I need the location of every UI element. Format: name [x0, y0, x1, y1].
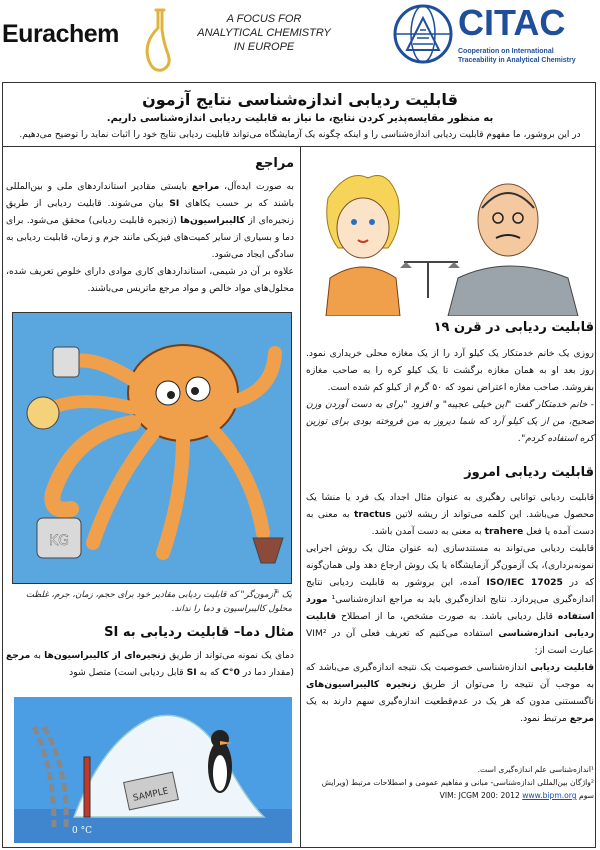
penguin-illustration — [14, 697, 292, 843]
citac-subtitle-line-2: Traceability in Analytical Chemistry — [458, 57, 576, 64]
ref-paragraph-2: علاوه بر آن در شیمی، استانداردهای کاری موادی دارای خلوص تعریف شده، محلول‌های مواد خالص و مواد مرجع ماتریس می‌باشند. — [6, 266, 294, 294]
today-text: قابلیت ردیابی می‌تواند به مستندسازی (به عنوان مثال یک روش اجرایی نمونه‌برداری)، یک آزمون‌گر آزمایشگاه یا یک روش ارجاع دهد ولی همان‌گونه که در — [306, 543, 594, 588]
today-bold-traceability: قابلیت ردیابی — [530, 662, 594, 673]
today-paragraph-3 — [306, 659, 594, 727]
ex-bold-reference: مرجع — [6, 650, 31, 661]
today-bold-chain: زنجیره کالیبراسیون‌های — [306, 679, 417, 690]
ex-bold-chain: زنجیره‌ای از کالیبراسیون‌ها — [44, 650, 166, 661]
c19-text — [306, 345, 594, 447]
example-text — [6, 647, 294, 681]
today-text: به معنی به دست آمده یا فعل — [306, 509, 594, 537]
tagline-line-3: IN EUROPE — [233, 41, 295, 53]
octopus-icon — [13, 313, 292, 584]
today-text: آمده، این بروشور به قابلیت ردیابی نتایج اندازه‌گیری می‌پردازد. نتایج اندازه‌گیری باید به مراجع اندازه‌شناسی¹ — [306, 577, 594, 605]
divider-horizontal — [2, 146, 596, 147]
today-paragraph-2 — [306, 540, 594, 659]
today-text: قابلیت ردیابی توانایی رهگیری به عنوان مثال اجداد یک فرد یا منشا یک محصول می‌باشد. این کلمه می‌تواند از ریشه لاتین — [306, 492, 594, 520]
today-text: به معنی به دست آمدن باشد. — [371, 526, 485, 537]
c19-paragraph-2: - خانم خدمتکار گفت "این خیلی عجیبه" و افزود "برای به دست آوردن وزن صحیح، من از یک کیلو آرد که شما دیروز به من فروخته بودی برای توزین کره استفاده کردم". — [306, 399, 594, 444]
today-paragraph-1 — [306, 489, 594, 540]
intro-text: در این بروشور، ما مفهوم قابلیت ردیابی اندازه‌شناسی را و اینکه چگونه یک آزمایشگاه می‌تواند قابلیت ردیابی نتایج خود را اثبات نماید را توضیح می‌دهیم. — [19, 130, 581, 140]
ref-text: (زنجیره قابلیت ردیابی) محقق می‌شود. برای دما و بسیاری از سایر کمیت‌های فیزیکی مانند جرم و زمان، قابلیت ردیابی به سادگی ایجاد می‌شود. — [6, 215, 294, 260]
eurachem-logo: Eurachem — [2, 20, 119, 48]
today-heading: قابلیت ردیابی امروز — [464, 465, 594, 480]
citac-subtitle — [458, 47, 576, 65]
footnote-1: ¹اندازه‌شناسی علم اندازه‌گیری است. — [477, 765, 594, 774]
c19-heading: قابلیت ردیابی در قرن ۱۹ — [433, 320, 594, 335]
today-bold-trahere: trahere — [484, 526, 524, 537]
today-bold-metrological: قابلیت ردیابی اندازه‌شناسی — [306, 611, 594, 639]
zero-celsius-label: 0 °C — [72, 826, 92, 836]
tagline-line-1: A FOCUS FOR — [226, 13, 302, 25]
shop-cartoon — [308, 158, 588, 316]
today-text: استفاده می‌کنیم که تعریف فعلی آن در VIM² عبارت است از: — [306, 628, 594, 656]
citac-subtitle-line-1: Cooperation on International — [458, 48, 554, 55]
ref-text: بیان می‌شوند. قابلیت ردیابی از طریق زنجیره‌ای از — [6, 198, 294, 226]
ref-bold-reference: مراجع — [191, 181, 220, 192]
today-bold-used: مورد استفاده — [306, 594, 594, 622]
today-text: قابل ردیابی باشد. به صورت مشخص، ما از اصطلاح — [336, 611, 558, 622]
tagline — [190, 12, 338, 54]
penguin-iceberg-icon — [14, 697, 292, 843]
ex-bold-si: SI — [186, 667, 197, 678]
c19-paragraph-1: روزی یک خانم خدمتکار یک کیلو آرد را از یک مغازه محلی خریداری نمود. روز بعد او به همان مغازه برگشت تا یک کیلو کره را به صاحب مغازه بفروشد. صاحب مغازه اعتراض نمود که ۵۰ گرم از کیلو کم شده است. — [306, 348, 594, 393]
citac-globe-icon — [393, 4, 453, 64]
ex-text: (مقدار دما در — [239, 667, 294, 678]
today-bold-reference: مرجع — [569, 713, 594, 724]
ex-text: به — [30, 650, 45, 661]
kg-label: KG — [48, 533, 70, 549]
today-bold-tractus: tractus — [353, 509, 391, 520]
bipm-link[interactable]: www.bipm.org — [522, 791, 577, 800]
citac-logo-text: CITAC — [458, 2, 566, 43]
page-subtitle: به منظور مقایسه‌پذیر کردن نتایج، ما نیاز به قابلیت ردیابی اندازه‌شناسی داریم. — [106, 113, 494, 124]
today-bold-iso: ISO/IEC 17025 — [486, 577, 563, 588]
sample-label: SAMPLE — [132, 786, 170, 804]
divider-vertical — [300, 147, 301, 847]
tagline-line-2: ANALYTICAL CHEMISTRY — [197, 27, 331, 39]
today-text: اندازه‌شناسی خصوصیت یک نتیجه اندازه‌گیری می‌باشد که به موجب آن نتیجه را می‌توان از طریق — [306, 662, 594, 690]
example-heading: مثال دما– قابلیت ردیابی به SI — [104, 625, 294, 640]
references-text — [6, 178, 294, 297]
ex-text: دمای یک نمونه می‌تواند از طریق — [165, 650, 294, 661]
footnotes — [306, 763, 594, 802]
footnote-2-text: ²واژگان بین‌المللی اندازه‌شناسی- مبانی و مفاهیم عمومی و اصطلاحات مرتبط (ویرایش سوم VIM: JCGM 200: 2012 — [321, 778, 594, 800]
ex-text: که به — [196, 667, 223, 678]
flask-logo-icon — [138, 6, 182, 76]
today-text: ناگسستنی مدون که هر یک در عدم‌قطعیت اندازه‌گیری سهم دارند به یک — [306, 696, 594, 707]
today-text: مرتبط نمود. — [520, 713, 570, 724]
octopus-caption: یک "آزمون‌گر" که قابلیت ردیابی مقادیر خود برای حجم، زمان، جرم، غلظت محلول کالیبراسیون و دما را نداند. — [25, 590, 292, 614]
ex-bold-zero-c: 0°C — [222, 667, 240, 678]
footnote-2 — [306, 776, 594, 802]
ref-bold-calibrations: کالیبراسیون‌ها — [180, 215, 245, 226]
maid-and-shopkeeper-icon — [308, 158, 588, 316]
ref-text: بایستی مقادیر استانداردهای ملی و بین‌المللی باشند که بر حسب یکاهای — [6, 181, 295, 209]
ref-bold-si: SI — [169, 198, 180, 209]
page-title: قابلیت ردیابی اندازه‌شناسی نتایج آزمون — [142, 90, 458, 109]
ex-text: قابل ردیابی است) متصل شود — [69, 667, 187, 678]
ref-text: به صورت ایده‌آل، — [219, 181, 294, 192]
references-heading: مراجع — [255, 156, 294, 171]
octopus-illustration — [12, 312, 292, 584]
today-text — [306, 489, 594, 727]
